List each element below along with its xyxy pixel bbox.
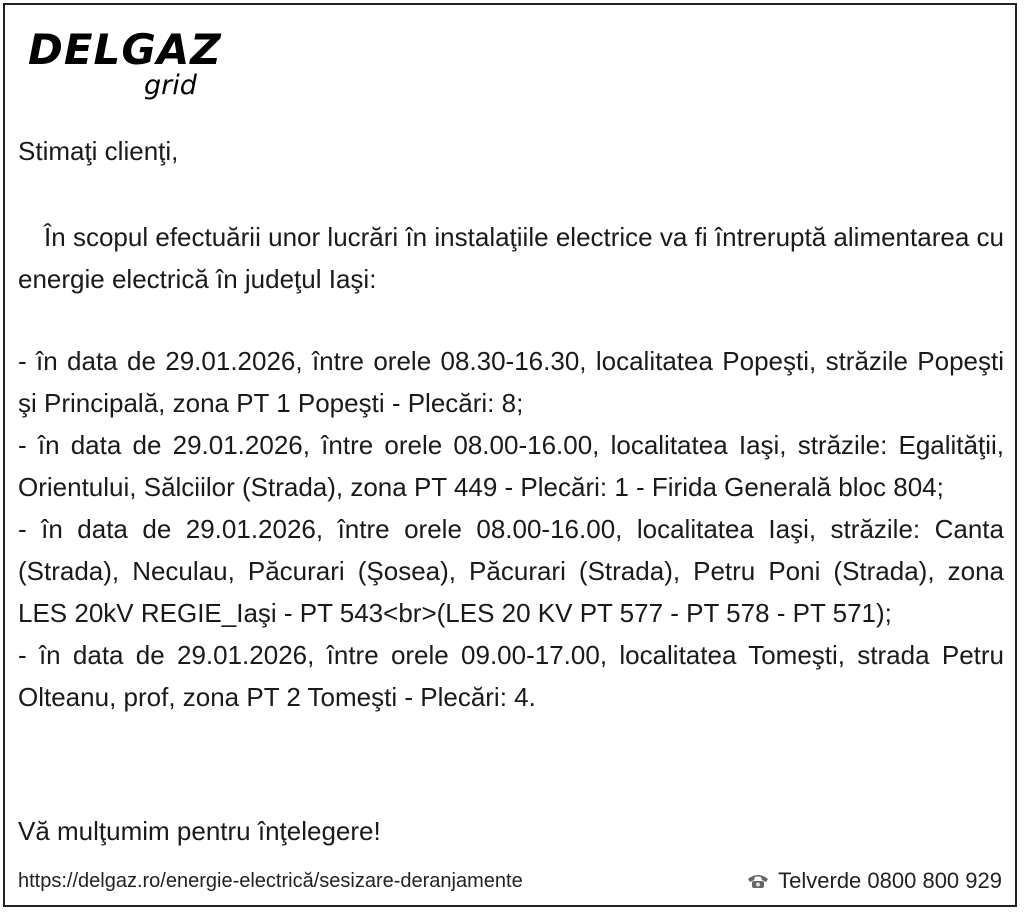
outage-list xyxy=(18,340,1004,718)
greeting: Stimaţi clienţi, xyxy=(18,136,179,166)
logo-sub: grid xyxy=(144,70,197,101)
outage-item: - în data de 29.01.2026, între orele 08.00-16.00, localitatea Iaşi, străzile: Canta (Strada), Neculau, Păcurari (Şosea), Păcurari (Strada), Petru Poni (Strada), zona LES 20kV REGIE_Iaşi - PT 543<br>(LES 20 KV PT 577 - PT 578 - PT 571); xyxy=(18,514,1004,628)
phone-number[interactable]: Telverde 0800 800 929 xyxy=(778,868,1002,893)
delgaz-grid-logo xyxy=(28,25,222,101)
footer-url[interactable]: https://delgaz.ro/energie-electrică/sesizare-deranjamente xyxy=(18,870,523,892)
outage-item: - în data de 29.01.2026, între orele 08.30-16.30, localitatea Popeşti, străzile Popeşti şi Principală, zona PT 1 Popeşti - Plecări: 8; xyxy=(18,346,1004,418)
thanks-text: Vă mulţumim pentru înţelegere! xyxy=(18,816,381,846)
outage-item: - în data de 29.01.2026, între orele 09.00-17.00, localitatea Tomeşti, strada Petru Olteanu, prof, zona PT 2 Tomeşti - Plecări: 4. xyxy=(18,640,1004,712)
telephone-icon xyxy=(746,872,770,890)
outage-item: - în data de 29.01.2026, între orele 08.00-16.00, localitatea Iaşi, străzile: Egalităţii, Orientului, Sălciilor (Strada), zona PT 449 - Plecări: 1 - Firida Generală bloc 804; xyxy=(18,430,1004,502)
intro-paragraph: În scopul efectuării unor lucrări în instalaţiile electrice va fi întreruptă alimentarea cu energie electrică în judeţul Iaşi: xyxy=(18,222,1004,294)
logo-brand: DELGAZ xyxy=(28,25,222,74)
footer-phone xyxy=(746,868,1002,894)
